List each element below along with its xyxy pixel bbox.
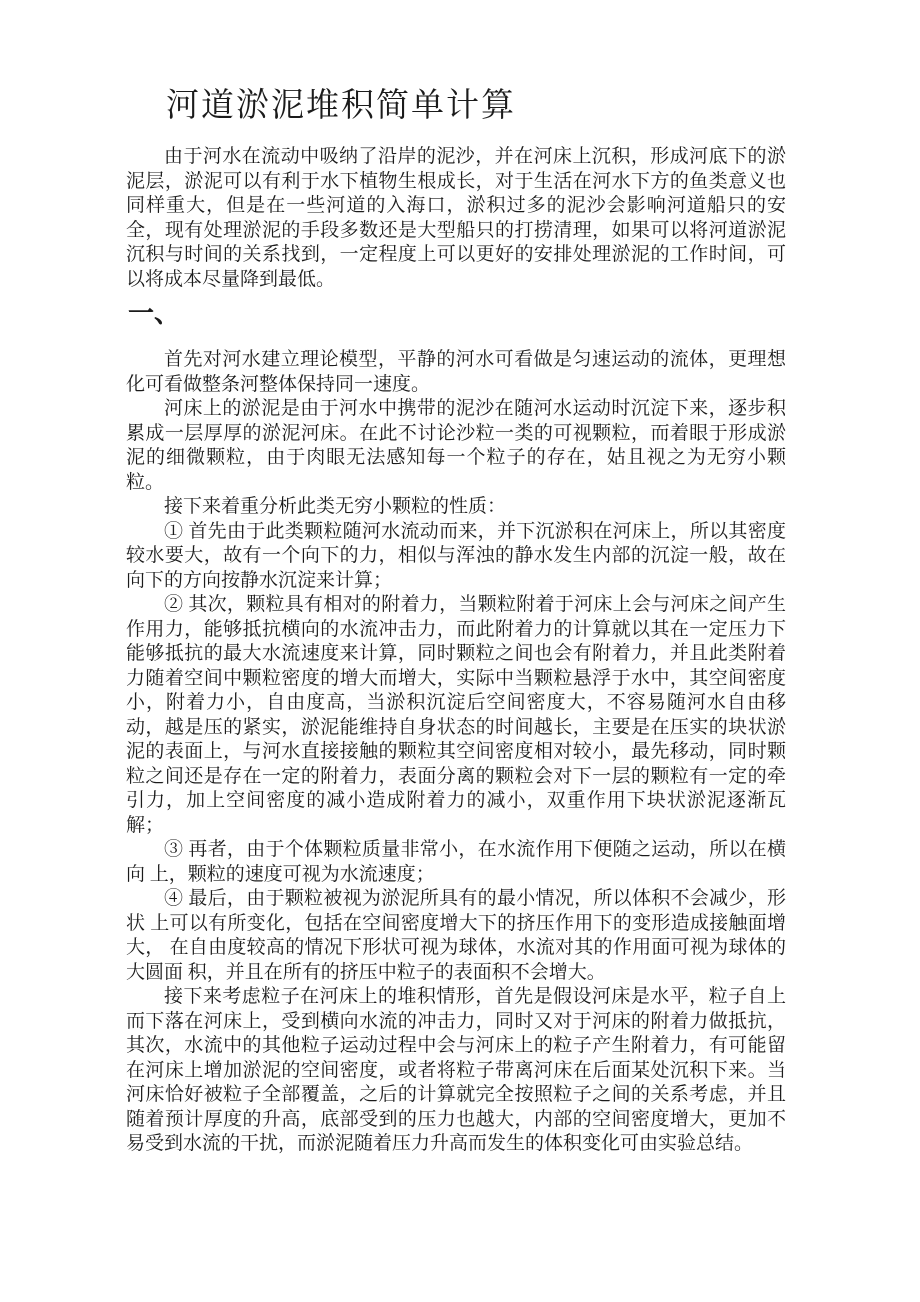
section-heading-one: 一、	[128, 299, 181, 328]
paragraph-property-3: ③ 再者，由于个体颗粒质量非常小，在水流作用下便随之运动，所以在横向 上，颗粒的速度可视为水流速度；	[126, 839, 786, 885]
paragraph-property-1: ① 首先由于此类颗粒随河水流动而来，并下沉淤积在河床上，所以其密度较水要大，故有一个向下的力，相似与浑浊的静水发生内部的沉淀一般，故在向下的方向按静水沉淀来计算；	[126, 520, 786, 591]
paragraph-riverbed-silt: 河床上的淤泥是由于河水中携带的泥沙在随河水运动时沉淀下来，逐步积累成一层厚厚的淤泥河床。在此不讨论沙粒一类的可视颗粒，而着眼于形成淤泥的细微颗粒，由于肉眼无法感知每一个粒子的存在，姑且视之为无穷小颗粒。	[126, 398, 786, 493]
paragraph-property-4: ④ 最后，由于颗粒被视为淤泥所具有的最小情况，所以体积不会减少，形状 上可以有所变化，包括在空间密度增大下的挤压作用下的变形造成接触面增大， 在自由度较高的情况下形状可视为球体，水流对其的作用面可视为球体的大圆面 积，并且在所有的挤压中粒子的表面积不会增大。	[126, 888, 786, 983]
paragraph-properties-intro: 接下来着重分析此类无穷小颗粒的性质：	[164, 496, 507, 517]
document-title: 河道淤泥堆积简单计算	[166, 88, 516, 124]
paragraph-property-2: ② 其次，颗粒具有相对的附着力，当颗粒附着于河床上会与河床之间产生作用力，能够抵抗横向的水流冲击力，而此附着力的计算就以其在一定压力下能够抵抗的最大水流速度来计算，同时颗粒之间也会有附着力，并且此类附着力随着空间中颗粒密度的增大而增大，实际中当颗粒悬浮于水中，其空间密度小，附着力小，自由度高，当淤积沉淀后空间密度大，不容易随河水自由移动，越是压的紧实，淤泥能维持自身状态的时间越长，主要是在压实的块状淤泥的表面上，与河水直接接触的颗粒其空间密度相对较小，最先移动，同时颗粒之间还是存在一定的附着力，表面分离的颗粒会对下一层的颗粒有一定的牵引力，加上空间密度的减小造成附着力的减小，双重作用下块状淤泥逐渐瓦解；	[126, 594, 786, 836]
paragraph-model: 首先对河水建立理论模型，平静的河水可看做是匀速运动的流体，更理想化可看做整条河整体保持同一速度。	[126, 349, 786, 395]
paragraph-intro: 由于河水在流动中吸纳了沿岸的泥沙，并在河床上沉积，形成河底下的淤泥层，淤泥可以有利于水下植物生根成长，对于生活在河水下方的鱼类意义也同样重大，但是在一些河道的入海口，淤积过多的泥沙会影响河道船只的安全，现有处理淤泥的手段多数还是大型船只的打捞清理，如果可以将河道淤泥沉积与时间的关系找到，一定程度上可以更好的安排处理淤泥的工作时间，可以将成本尽量降到最低。	[126, 146, 786, 290]
paragraph-accumulation: 接下来考虑粒子在河床上的堆积情形，首先是假设河床是水平，粒子自上而下落在河床上，受到横向水流的冲击力，同时又对于河床的附着力做抵抗，其次，水流中的其他粒子运动过程中会与河床上的粒子产生附着力，有可能留在河床上增加淤泥的空间密度，或者将粒子带离河床在后面某处沉积下来。当河床恰好被粒子全部覆盖，之后的计算就完全按照粒子之间的关系考虑，并且随着预计厚度的升高，底部受到的压力也越大，内部的空间密度增大，更加不易受到水流的干扰，而淤泥随着压力升高而发生的体积变化可由实验总结。	[126, 986, 786, 1154]
